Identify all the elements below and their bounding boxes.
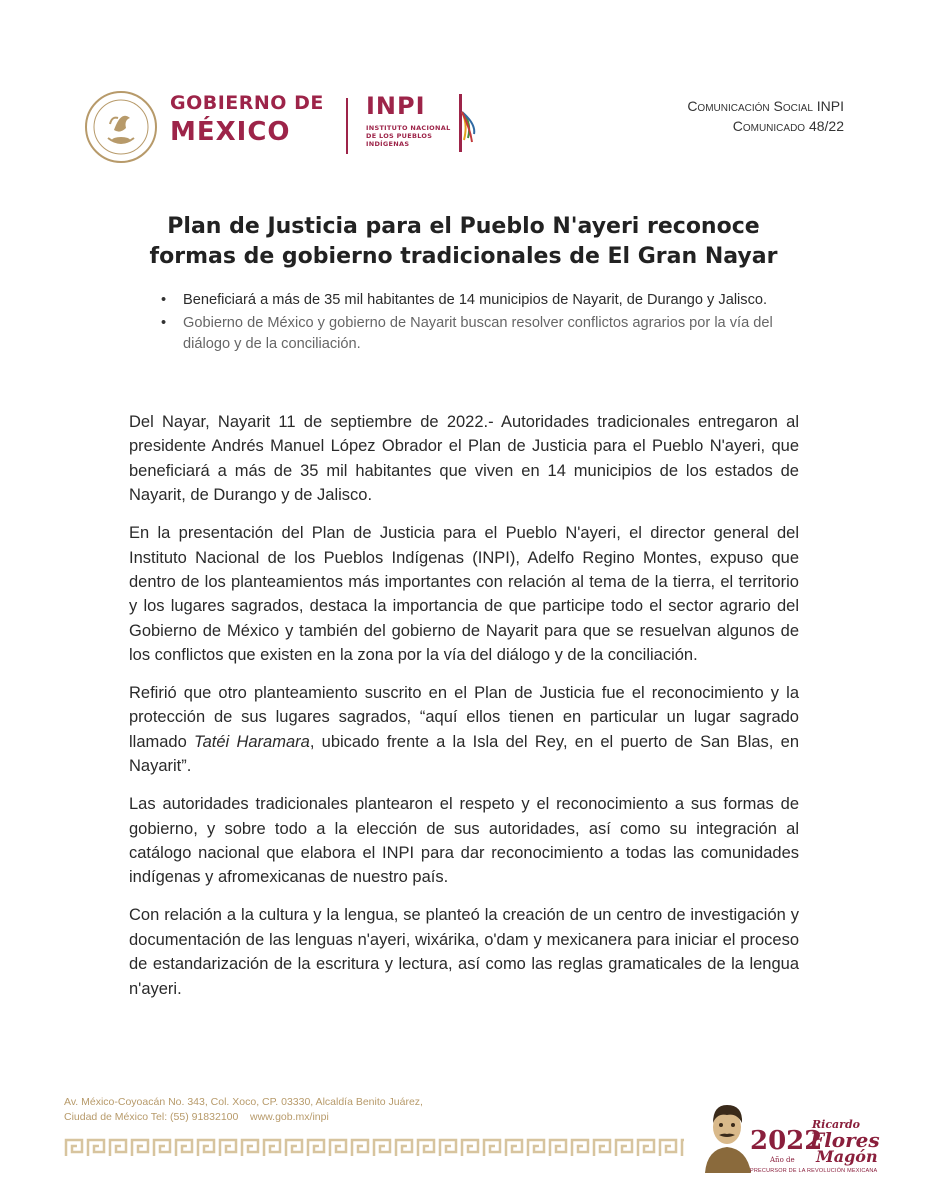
inpi-ribbons-icon xyxy=(454,94,478,152)
bullet-item: • Gobierno de México y gobierno de Nayarit buscan resolver conflictos agrarios por la vía del diálogo y de la conciliación. xyxy=(183,313,813,355)
address-line2: Ciudad de México Tel: (55) 91832100 www.gob.mx/inpi xyxy=(64,1111,329,1123)
inpi-sub-line1: INSTITUTO NACIONAL xyxy=(366,124,451,132)
inpi-name: INPI xyxy=(366,92,426,120)
inpi-sub-line3: INDÍGENAS xyxy=(366,140,410,148)
paragraph-2: En la presentación del Plan de Justicia para el Pueblo N'ayeri, el director general del Instituto Nacional de los Pueblos Indígenas (INPI), Adelfo Regino Montes, expuso que dentro de los planteamientos más importantes con relación al tema de la tierra, el territorio y los lugares sagrados, destaca la importancia de que participe todo el sector agrario del Gobierno de México y también del gobierno de Nayarit para que se resuelvan algunos de los conflictos que existen en la zona por la vía del diálogo y de la conciliación. xyxy=(129,524,799,665)
paragraph-3 xyxy=(129,681,799,779)
gob-line1: GOBIERNO DE xyxy=(170,92,324,114)
comm-department: Comunicación Social INPI xyxy=(687,98,844,114)
summary-bullets xyxy=(183,290,813,357)
name-last1: Flores xyxy=(810,1128,880,1152)
gob-line2: MÉXICO xyxy=(170,117,291,147)
year-label: Año de xyxy=(770,1156,795,1164)
paragraph-5: Con relación a la cultura y la lengua, se planteó la creación de un centro de investigación y documentación de las lenguas n'ayeri, wixárika, o'dam y mexicanera para iniciar el proceso de estandarización de la escritura y lectura, así como las reglas gramaticales de la lengua n'ayeri. xyxy=(129,906,799,998)
bullet-item: • Beneficiará a más de 35 mil habitantes de 14 municipios de Nayarit, de Durango y Jalisco. xyxy=(183,290,813,311)
address-line1: Av. México-Coyoacán No. 343, Col. Xoco, CP. 03330, Alcaldía Benito Juárez, xyxy=(64,1096,423,1108)
header-divider xyxy=(346,98,348,154)
letterhead xyxy=(84,90,844,170)
name-last2: Magón xyxy=(816,1147,878,1166)
article-body xyxy=(129,410,799,1014)
p3-text-after: , ubicado frente a la Isla del Rey, en el puerto de San Blas, en Nayarit”. xyxy=(129,732,799,776)
footer-address xyxy=(64,1095,423,1125)
inpi-wordmark xyxy=(366,94,451,148)
title-line1: Plan de Justicia para el Pueblo N'ayeri reconoce xyxy=(167,214,760,239)
mexico-coat-of-arms-icon xyxy=(84,90,158,164)
ricardo-flores-magon-portrait-icon xyxy=(697,1093,757,1173)
gobierno-de-mexico-wordmark xyxy=(170,94,324,145)
sacred-place-name: Tatéi Haramara xyxy=(194,732,310,751)
name-first: Ricardo xyxy=(812,1118,860,1131)
p3-text-before: Refirió que otro planteamiento suscrito en el Plan de Justicia fue el reconocimiento y la protección de sus lugares sagrados, “aquí ellos tienen en particular un lugar sagrado llamado xyxy=(129,684,799,751)
precursor-caption: PRECURSOR DE LA REVOLUCIÓN MEXICANA xyxy=(750,1168,878,1174)
year-number: 2022 xyxy=(750,1126,823,1156)
paragraph-1: Del Nayar, Nayarit 11 de septiembre de 2022.- Autoridades tradicionales entregaron al presidente Andrés Manuel López Obrador el Plan de Justicia para el Pueblo N'ayeri, que beneficiará a más de 35 mil habitantes que viven en 14 municipios de los estados de Nayarit, de Durango y de Jalisco. xyxy=(129,413,799,505)
press-release-title xyxy=(100,212,827,272)
title-line2: formas de gobierno tradicionales de El Gran Nayar xyxy=(149,244,778,269)
paragraph-4: Las autoridades tradicionales plantearon el respeto y el reconocimiento a sus formas de gobierno, y sobre todo a la elección de sus autoridades, así como su integración al catálogo nacional que elabora el INPI para dar reconocimiento a todas las comunidades indígenas y afromexicanas de nuestro país. xyxy=(129,795,799,887)
inpi-sub-line2: DE LOS PUEBLOS xyxy=(366,132,433,140)
communique-info xyxy=(687,96,844,136)
inpi-subtitle xyxy=(366,124,451,148)
comm-number: Comunicado 48/22 xyxy=(732,118,844,134)
greca-ornament-icon xyxy=(64,1136,684,1158)
